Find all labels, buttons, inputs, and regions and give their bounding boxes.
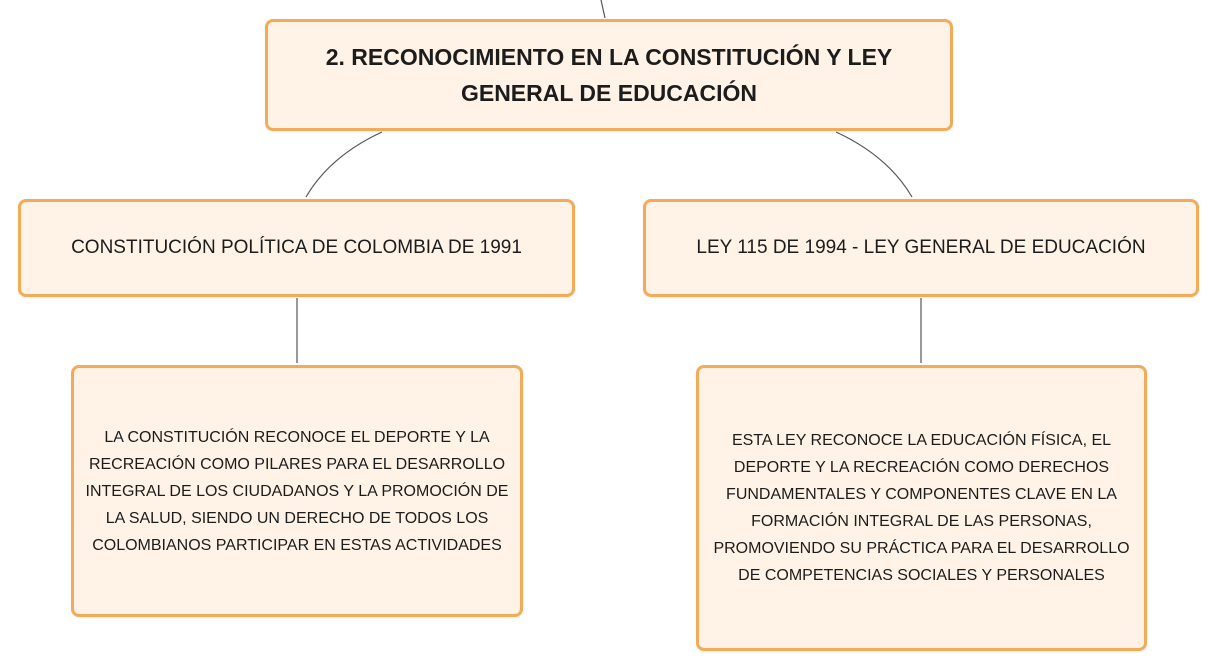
left-detail-node[interactable] xyxy=(71,365,523,617)
right-detail-node[interactable] xyxy=(696,365,1147,651)
left-branch-node[interactable] xyxy=(18,199,575,297)
root-node-label: 2. RECONOCIMIENTO EN LA CONSTITUCIÓN Y LEY GENERAL DE EDUCACIÓN xyxy=(325,44,893,106)
left-detail-text: LA CONSTITUCIÓN RECONOCE EL DEPORTE Y LA RECREACIÓN COMO PILARES PARA EL DESARROLLO INTEGRAL DE LOS CIUDADANOS Y LA PROMOCIÓN DE LA SALUD, SIENDO UN DERECHO DE TODOS LOS COLOMBIANOS PARTICIPAR EN ESTAS ACTIVIDADES xyxy=(85,428,509,554)
root-to-left-connector xyxy=(306,132,382,197)
incoming-connector xyxy=(601,0,605,18)
root-node[interactable] xyxy=(265,19,953,131)
left-branch-label: CONSTITUCIÓN POLÍTICA DE COLOMBIA DE 1991 xyxy=(71,237,522,258)
root-to-right-connector xyxy=(836,132,912,197)
right-branch-node[interactable] xyxy=(643,199,1199,297)
right-branch-label: LEY 115 DE 1994 - LEY GENERAL DE EDUCACIÓN xyxy=(696,237,1146,258)
right-detail-text: ESTA LEY RECONOCE LA EDUCACIÓN FÍSICA, EL DEPORTE Y LA RECREACIÓN COMO DERECHOS FUNDAMENTALES Y COMPONENTES CLAVE EN LA FORMACIÓN INTEGRAL DE LAS PERSONAS, PROMOVIENDO SU PRÁCTICA PARA EL DESARROLLO DE COMPETENCIAS SOCIALES Y PERSONALES xyxy=(713,432,1130,584)
